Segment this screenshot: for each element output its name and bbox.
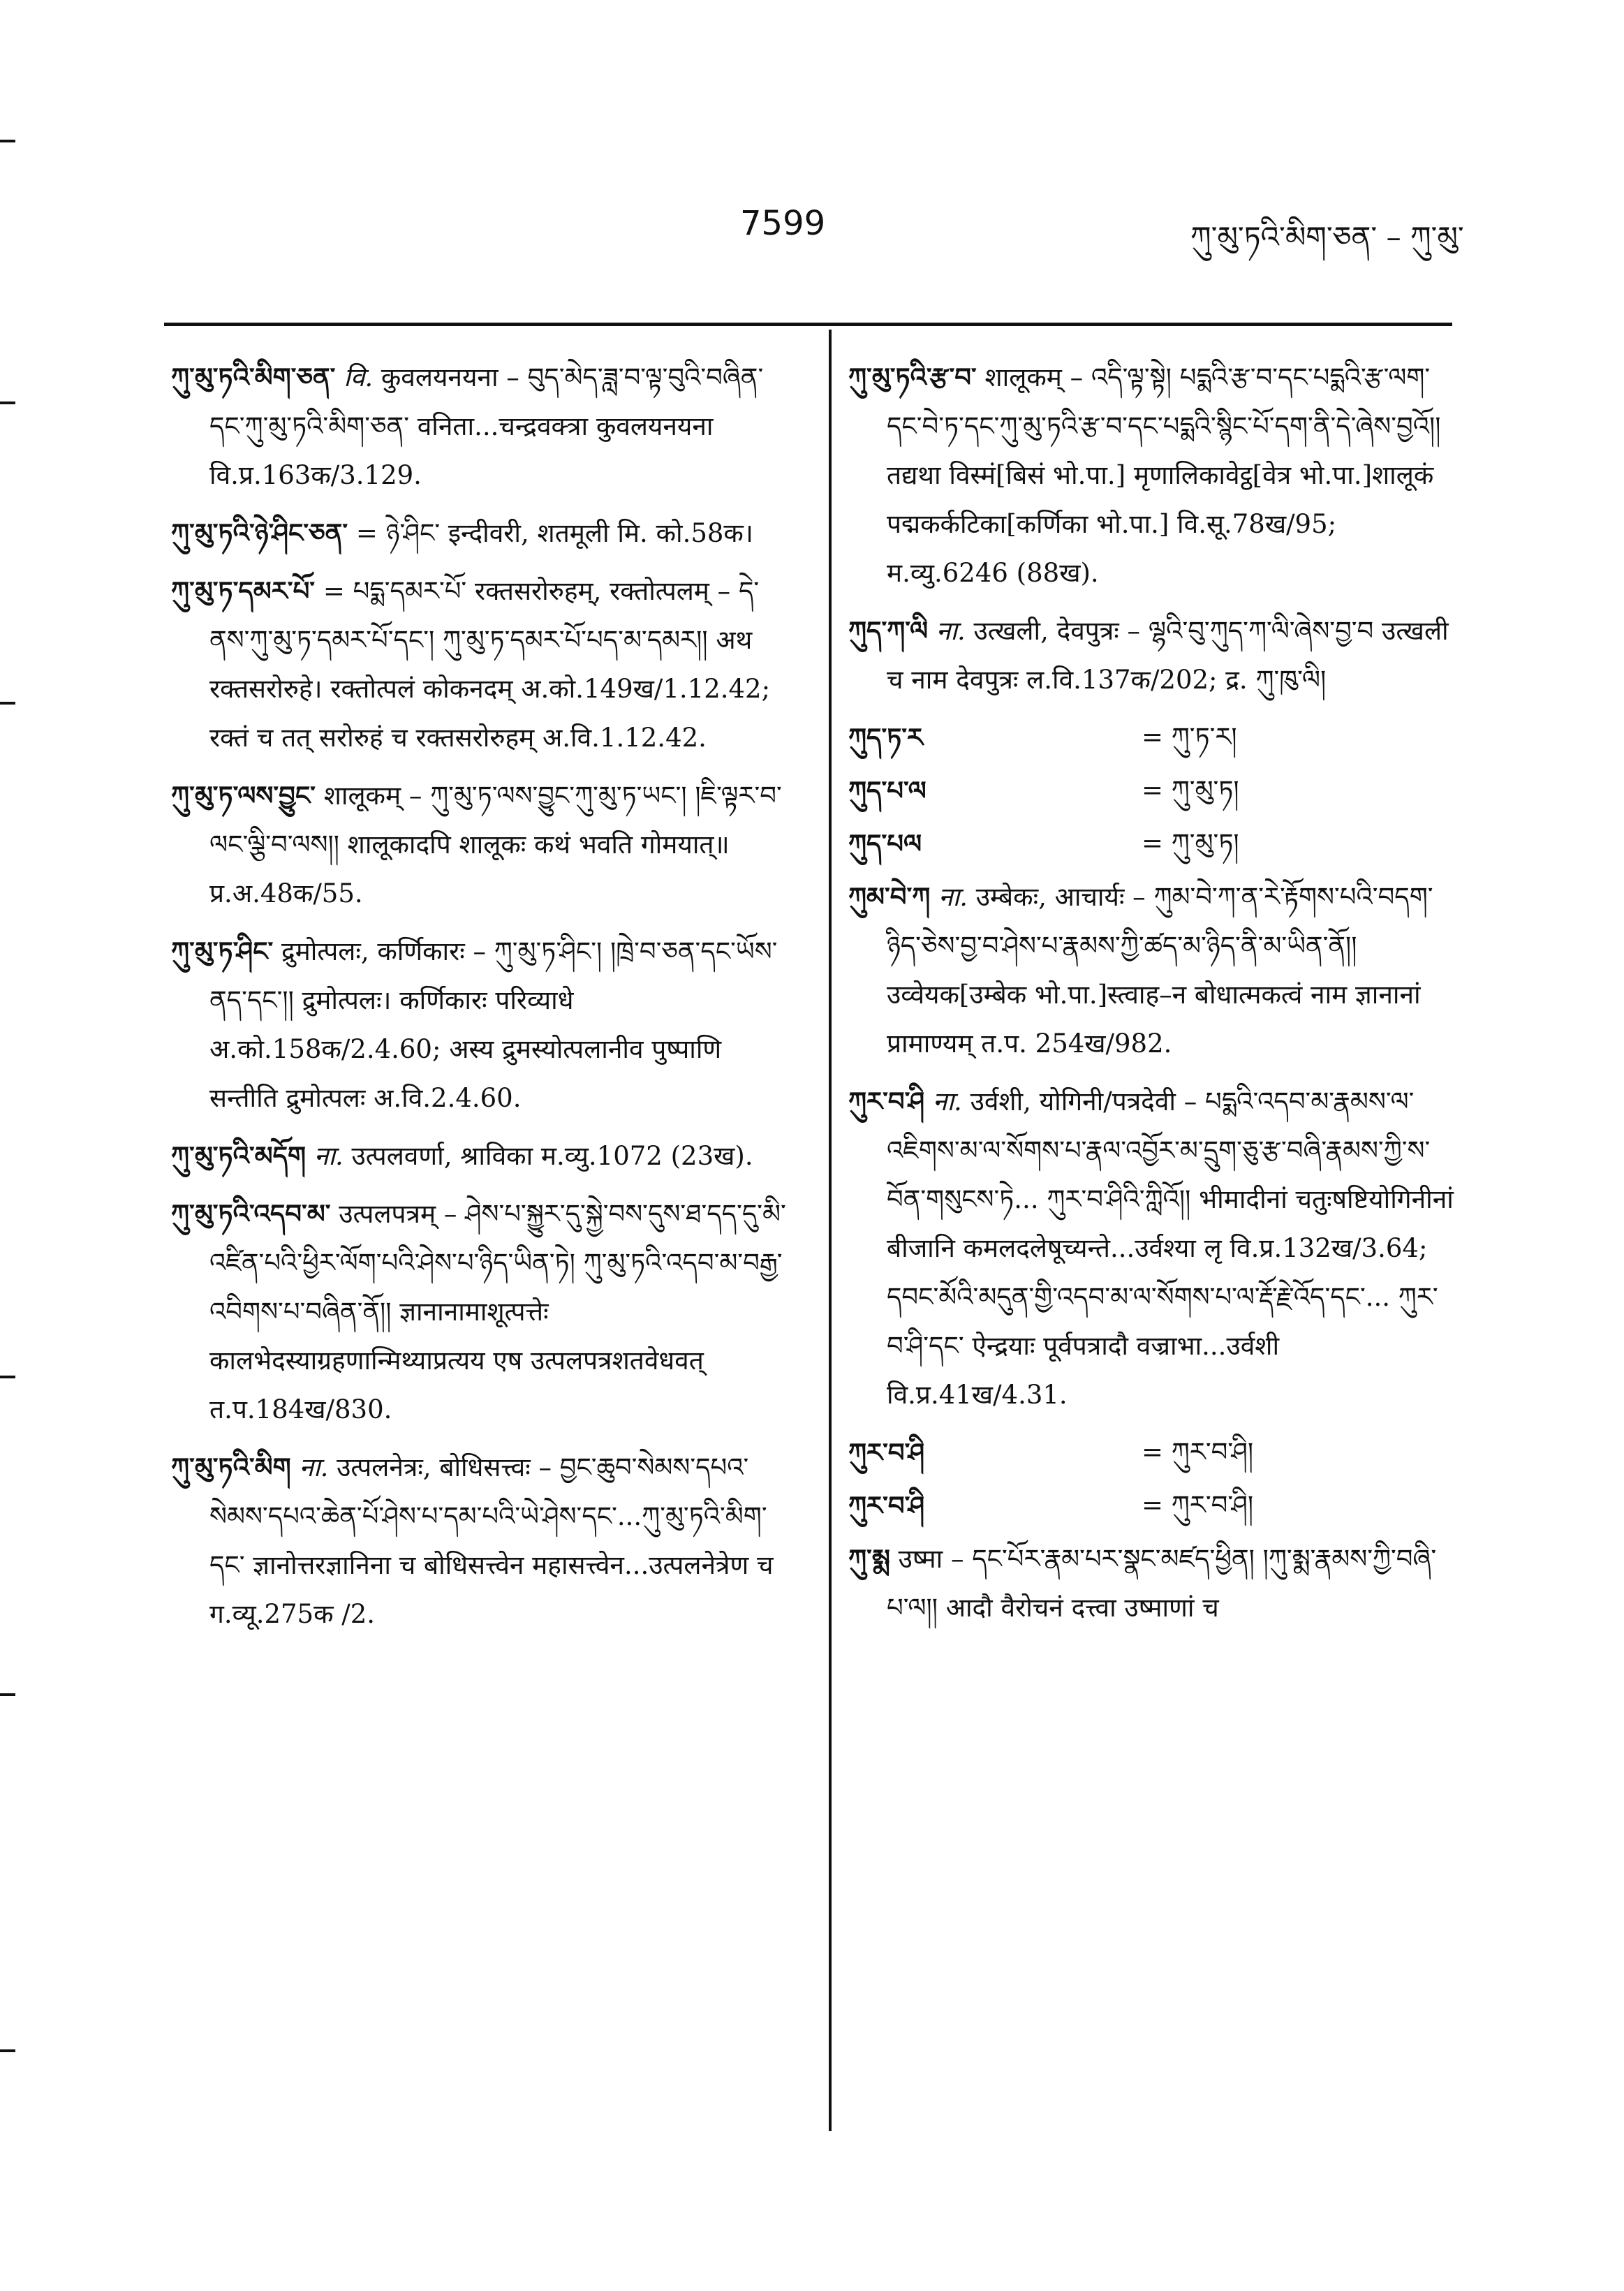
dictionary-entry xyxy=(171,927,796,1123)
entry-grammar: वि. xyxy=(344,362,374,392)
entry-headword: ཀུ་མུ་ཏའི་འདབ་མ་ xyxy=(171,1198,331,1229)
column-divider xyxy=(829,330,832,2131)
entry-grammar: ना. xyxy=(313,1141,344,1171)
entry-text: उर्वशी, योगिनी/पत्रदेवी – པདྨའི་འདབ་མ་རྣམས་ལ་འཇིགས་མ་ལ་སོགས་པ་རྣལ་འབྱོར་མ་དྲུག་ཅུ་རྩ་བཞི་རྣམས་ཀྱི་ས་བོན་གསུངས་ཏེ... ཀུར་བ་ཤིའི་ཀླིའོ།། भीमादीनां चतुःषष्टियोगिनीनां बीजानि कमलदलेषूच्यन्ते...उर्वश्या लृ वि.प्र.132ख/3.64; དབང་མོའི་མདུན་གྱི་འདབ་མ་ལ་སོགས་པ་ལ་རྡོ་རྗེ་འོད་དང་... ཀུར་བ་ཤི་དང་ ऐन्द्रयाः पूर्वपत्रादौ वज्राभा...उर्वशी वि.प्र.41ख/4.31. xyxy=(887,1086,1454,1410)
entry-text: शालूकम् – ཀུ་མུ་ཏ་ལས་བྱུང་ཀུ་མུ་ཏ་ཡང་། །ཇི་ལྟར་བ་ལང་ལྕི་བ་ལས།། शालूकादपि शालूकः कथं भवति गोमयात्॥ प्र.अ.48क/55. xyxy=(209,781,782,908)
entry-headword: ཀུ་མུ་ཏའི་མདོག xyxy=(171,1140,307,1171)
cross-reference-entry xyxy=(848,766,1456,815)
running-head: ཀུ་མུ་ཏའི་མིག་ཅན་ – ཀུ་མུ་ xyxy=(1190,220,1464,254)
entry-text: उत्खली, देवपुत्रः – ལྷའི་བུ་ཀུད་ཀ་ལི་ཞེས་བྱ་བ उत्खली च नाम देवपुत्रः ल.वि.137क/202; द्र. ཀུ་ཁུ་ལི། xyxy=(887,616,1449,695)
dictionary-entry xyxy=(171,771,796,918)
dictionary-entry xyxy=(171,1189,796,1434)
entry-text: उम्बेकः, आचार्यः – ཀུམ་བེ་ཀ་ན་རེ་རྟོགས་པའི་བདག་ཉིད་ཅེས་བྱ་བ་ཤེས་པ་རྣམས་ཀྱི་ཚད་མ་ཉིད་ནི་མ་ཡིན་ནོ།། उव्वेयक[उम्बेक भो.पा.]स्त्वाह–न बोधात्मकत्वं नाम ज्ञानानां प्रामाण्यम् त.प. 254ख/982. xyxy=(887,882,1433,1059)
entry-headword: ཀུར་བ་ཤི xyxy=(848,1437,925,1468)
entry-text: = ཀུར་བ་ཤི། xyxy=(1142,1437,1254,1467)
entry-headword: ཀུམ་བེ་ཀ xyxy=(848,881,931,912)
entry-text: उष्मा – དང་པོར་རྣམ་པར་སྣང་མཛད་ཕྱིན། །ཀུ་མྨ་རྣམས་ཀྱི་བཞི་པ་ལ།། आदौ वैरोचनं दत्त्वा उष्माणां च xyxy=(887,1544,1437,1623)
entry-headword: ཀུ་མུ་ཏ་ལས་བྱུང་ xyxy=(171,780,316,811)
edge-mark xyxy=(0,2049,15,2052)
entry-grammar: ना. xyxy=(299,1452,329,1482)
entry-text: उत्पलपत्रम् – ཤེས་པ་སྐྱུར་དུ་སྐྱེ་བས་དུས་ཐ་དད་དུ་མི་འཛིན་པའི་ཕྱིར་ལོག་པའི་ཤེས་པ་ཉིད་ཡིན་ཏེ། ཀུ་མུ་ཏའི་འདབ་མ་བརྒྱ་འབིགས་པ་བཞིན་ནོ།། ज्ञानानामाशूत्पत्तेः कालभेदस्याग्रहणान्मिथ्याप्रत्यय एष उत्पलपत्रशतवेधवत् त.प.184ख/830. xyxy=(209,1199,786,1424)
dictionary-entry xyxy=(848,1534,1456,1633)
dictionary-entry xyxy=(171,353,796,500)
entry-grammar: ना. xyxy=(938,882,968,912)
entry-headword: ཀུ་མུ་ཏ་ཤིང་ xyxy=(171,936,274,966)
entry-text: = པདྨ་དམར་པོ་ रक्तसरोरुहम्, रक्तोत्पलम् – དེ་ནས་ཀུ་མུ་ཏ་དམར་པོ་དང་། ཀུ་མུ་ཏ་དམར་པོ་པད་མ་དམར།། अथ रक्तसरोरुहे। रक्तोत्पलं कोकनदम् अ.को.149ख/1.12.42; रक्तं च तत् सरोरुहं च रक्तसरोरुहम् अ.वि.1.12.42. xyxy=(209,576,771,753)
entry-text: = ཉེ་ཤིང་ इन्दीवरी, शतमूली मि. को.58क। xyxy=(355,518,753,548)
entry-grammar: ना. xyxy=(936,616,966,646)
edge-mark xyxy=(0,1693,15,1696)
dictionary-entry xyxy=(171,566,796,763)
entry-text: कुवलयनयना – བུད་མེད་ཟླ་བ་ལྟ་བུའི་བཞིན་དང་ཀུ་མུ་ཏའི་མིག་ཅན་ वनिता...चन्द्रवक्त्रा कुवलयनयना वि.प्र.163क/3.129. xyxy=(209,362,764,490)
entry-text: उत्पलनेत्रः, बोधिसत्त्वः – བྱང་ཆུབ་སེམས་དཔའ་སེམས་དཔའ་ཆེན་པོ་ཤེས་པ་དམ་པའི་ཡེ་ཤེས་དང་...ཀུ་མུ་ཏའི་མིག་དང་ ज्ञानोत्तरज्ञानिना च बोधिसत्त्वेन महासत्त्वेन...उत्पलनेत्रेण च ग.व्यू.275क /2. xyxy=(209,1452,774,1629)
entry-headword: ཀུ་མུ་ཏའི་མིག་ཅན་ xyxy=(171,362,336,392)
page-number: 7599 xyxy=(740,204,826,243)
entry-headword: ཀུར་བ་ཤི xyxy=(848,1086,925,1117)
left-column xyxy=(171,353,796,1647)
entry-headword: ཀུད་ཏ་ར xyxy=(848,722,924,753)
dictionary-entry xyxy=(848,1077,1456,1420)
entry-text: द्रुमोत्पलः, कर्णिकारः – ཀུ་མུ་ཏ་ཤིང་། །ཁྲེ་བ་ཅན་དང་ཡོས་ནད་དང་།། द्रुमोत्पलः। कर्णिकारः परिव्याधे अ.को.158क/2.4.60; अस्य द्रुमस्योत्पलानीव पुष्पाणि सन्तीति द्रुमोत्पलः अ.वि.2.4.60. xyxy=(209,936,778,1113)
entry-headword: ཀུད་པ་ལ xyxy=(848,775,927,806)
entry-headword: ཀུ་མུ་ཏའི་མིག xyxy=(171,1452,291,1482)
cross-reference-entry xyxy=(848,819,1456,868)
entry-text: शालूकम् – འདི་ལྟ་སྟེ། པདྨའི་རྩ་བ་དང་པདྨའི་རྩ་ལག་དང་བེ་ཏ་དང་ཀུ་མུ་ཏའི་རྩ་བ་དང་པདྨའི་སྙིང་པོ་དག་ནི་དེ་ཞེས་བྱའོ།། तद्यथा विस्मं[बिसं भो.पा.] मृणालिकावेट्ठ[वेत्र भो.पा.]शालूकं पद्मकर्कटिका[कर्णिका भो.पा.] वि.सू.78ख/95; म.व्यु.6246 (88ख). xyxy=(887,362,1441,588)
edge-mark xyxy=(0,140,15,142)
cross-reference-entry xyxy=(848,1428,1456,1477)
dictionary-entry xyxy=(171,1131,796,1181)
dictionary-entry xyxy=(171,1443,796,1639)
right-column xyxy=(848,353,1456,1641)
dictionary-entry xyxy=(848,606,1456,705)
entry-headword: ཀུད་ཀ་ལི xyxy=(848,615,929,646)
entry-text: = ཀུར་བ་ཤི། xyxy=(1142,1490,1254,1520)
entry-grammar: ना. xyxy=(932,1086,962,1117)
entry-headword: ཀུ་མུ་ཏ་དམར་པོ་ xyxy=(171,575,316,606)
cross-reference-entry xyxy=(848,1481,1456,1530)
entry-headword: ཀུར་བ་ཤི xyxy=(848,1490,925,1521)
top-rule xyxy=(164,323,1452,326)
entry-headword: ཀུ་མུ་ཏའི་རྩ་བ་ xyxy=(848,362,977,392)
dictionary-entry xyxy=(848,353,1456,598)
edge-mark xyxy=(0,402,15,404)
entry-headword: ཀུ་མུ་ཏའི་ཉེ་ཤིང་ཅན་ xyxy=(171,517,348,548)
edge-mark xyxy=(0,702,15,705)
cross-reference-entry xyxy=(848,713,1456,762)
entry-text: = ཀུ་མུ་ཏ། xyxy=(1142,775,1239,805)
entry-headword: ཀུད་པལ xyxy=(848,828,922,859)
entry-text: उत्पलवर्णा, श्राविका म.व्यु.1072 (23ख). xyxy=(351,1141,753,1171)
entry-headword: ཀུ་མྨ xyxy=(848,1543,890,1574)
dictionary-entry xyxy=(171,508,796,558)
dictionary-entry xyxy=(848,872,1456,1068)
entry-text: = ཀུ་ཏ་ར། xyxy=(1142,722,1237,752)
entry-text: = ཀུ་མུ་ཏ། xyxy=(1142,828,1239,858)
edge-mark xyxy=(0,1376,15,1378)
